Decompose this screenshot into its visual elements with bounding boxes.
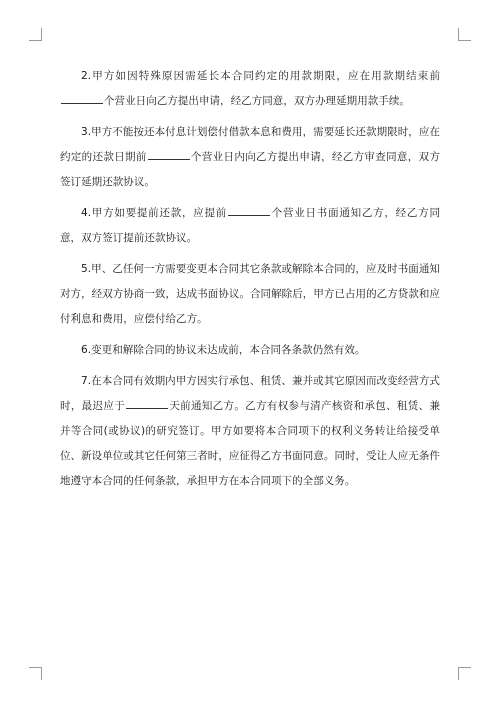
clause-3-text-after: 个营业日内向乙方提出申请，经乙方审查同意，双方签订延期还款协议。 [60,151,440,188]
clause-2-text-before: 2.甲方如因特殊原因需延长本合同约定的用款期限，应在用款期结束前 [81,70,440,82]
crop-mark-bottom-left [29,667,42,680]
clause-5 [60,257,440,332]
clause-7-text-before: 7.在本合同有效期内甲方因实行承包、租赁、兼并或其它原因而改变经营方式时，最迟应于 [60,375,440,412]
clause-2 [60,64,440,114]
clause-7-text-after: 天前通知乙方。乙方有权参与清产核资和承包、租赁、兼并等合同(或协议)的研究签订。甲方如要将本合同项下的权利义务转让给接受单位、新设单位或其它任何第三者时，应征得乙方书面同意。同时，受让人应无条件地遵守本合同的任何条款，承担甲方在本合同项下的全部义务。 [60,400,440,487]
crop-mark-bottom-right [458,667,471,680]
clause-6-text: 6.变更和解除合同的协议未达成前，本合同各条款仍然有效。 [81,344,366,356]
crop-mark-top-left [29,28,42,41]
clause-4-blank [228,205,270,216]
clause-3-text-before: 3.甲方不能按还本付息计划偿付借款本息和费用，需要延长还款期限时，应在约定的还款日期前 [60,126,440,163]
document-body [60,64,440,500]
clause-4-text-before: 4.甲方如要提前还款，应提前 [81,207,228,219]
clause-2-text-after: 个营业日向乙方提出申请，经乙方同意，双方办理延期用款手续。 [104,95,410,107]
clause-3 [60,120,440,195]
clause-2-blank [61,93,103,104]
clause-5-text: 5.甲、乙任何一方需要变更本合同其它条款或解除本合同的，应及时书面通知对方，经双方协商一致，达成书面协议。合同解除后，甲方已占用的乙方贷款和应付利息和费用，应偿付给乙方。 [60,263,440,325]
clause-3-blank [148,149,190,160]
clause-4-text-after: 个营业日书面通知乙方，经乙方同意，双方签订提前还款协议。 [60,207,441,244]
clause-4 [60,201,440,251]
crop-mark-top-right [458,28,471,41]
clause-7 [60,369,440,494]
clause-7-blank [126,398,168,409]
clause-6 [60,338,440,363]
